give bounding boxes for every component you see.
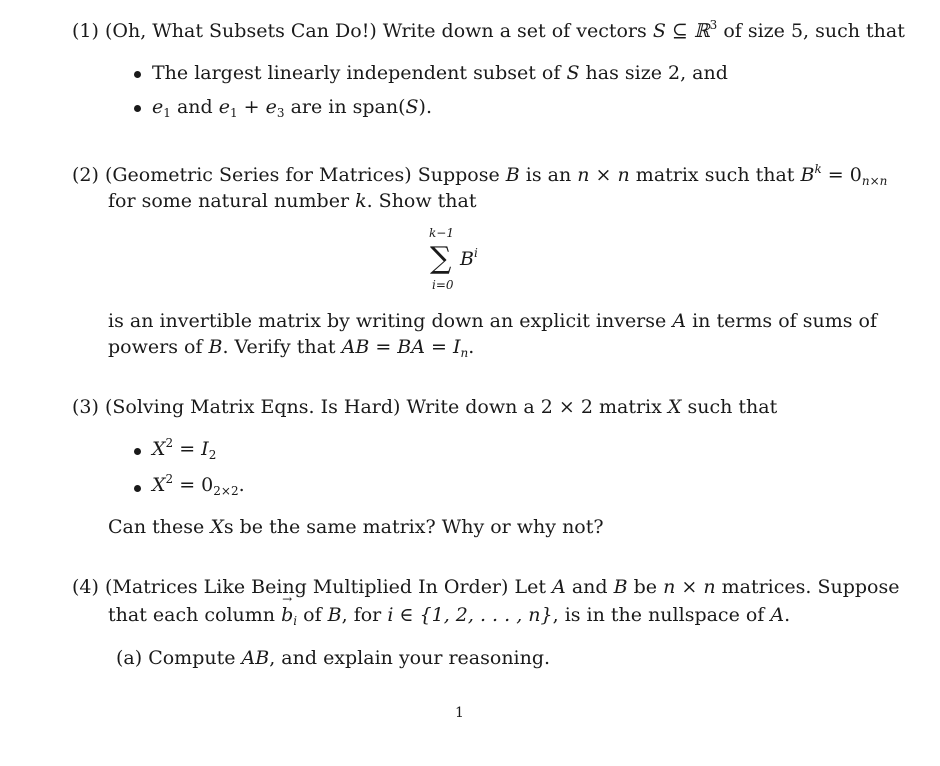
problem-1-bullet-2 bbox=[152, 96, 432, 118]
problem-title: (Matrices Like Being Multiplied In Order) bbox=[104, 576, 509, 598]
text: Can these bbox=[108, 516, 205, 538]
math: k bbox=[355, 190, 367, 212]
text: of size 5, such that bbox=[723, 20, 905, 42]
vector-b-i: → $b_i$ bbox=[281, 604, 297, 626]
problem-number: (2) bbox=[72, 164, 99, 186]
sum-lower-limit: i=0 bbox=[432, 278, 454, 292]
problem-title: (Oh, What Subsets Can Do!) bbox=[104, 20, 377, 42]
problem-1-line-1 bbox=[72, 20, 905, 42]
problem-4-line-1 bbox=[72, 576, 899, 598]
text: . Verify that bbox=[222, 336, 336, 358]
math: AB = BA = $I_n$ bbox=[341, 336, 469, 360]
text: and bbox=[176, 96, 213, 118]
math: B bbox=[613, 576, 628, 598]
text: and bbox=[571, 576, 608, 598]
problem-3-bullet-1 bbox=[152, 438, 216, 460]
math: $e_1$ bbox=[152, 96, 171, 120]
text: is an invertible matrix by writing down an explicit inverse bbox=[108, 310, 667, 332]
text: Let bbox=[514, 576, 546, 598]
math: A bbox=[770, 604, 785, 626]
problem-4-line-2 bbox=[108, 604, 790, 626]
problem-1-bullet-1 bbox=[152, 62, 728, 84]
bullet-icon bbox=[134, 485, 141, 492]
math: $X^2 = I_2$ bbox=[152, 436, 217, 462]
text: The largest linearly independent subset of bbox=[152, 62, 561, 84]
text: . bbox=[784, 604, 791, 626]
text: . Show that bbox=[366, 190, 477, 212]
problem-title: (Solving Matrix Eqns. Is Hard) bbox=[104, 396, 401, 418]
problem-4-part-a bbox=[116, 647, 550, 669]
text: . bbox=[238, 474, 245, 496]
text: , and explain your reasoning. bbox=[269, 647, 551, 669]
math: AB bbox=[241, 647, 270, 669]
math: A bbox=[552, 576, 566, 598]
math: n × n bbox=[663, 576, 716, 598]
text: matrices. Suppose bbox=[721, 576, 900, 598]
text: of bbox=[303, 604, 322, 626]
text: be bbox=[633, 576, 658, 598]
problem-number: (3) bbox=[72, 396, 99, 418]
page-number: 1 bbox=[455, 705, 464, 721]
math: X bbox=[210, 516, 224, 538]
math: A bbox=[672, 310, 687, 332]
text: s be the same matrix? Why or why not? bbox=[223, 516, 604, 538]
bullet-icon bbox=[134, 448, 141, 455]
math: i ∈ {1, 2, . . . , n} bbox=[387, 604, 553, 626]
math: X bbox=[667, 396, 682, 418]
math: S ⊆ ℝ$^3$ bbox=[652, 18, 718, 42]
text: , for bbox=[341, 604, 382, 626]
text: that each column bbox=[108, 604, 276, 626]
text: . bbox=[468, 336, 475, 358]
math: $e_1 + e_3$ bbox=[218, 96, 285, 120]
problem-3-question bbox=[108, 516, 604, 538]
text: matrix such that bbox=[635, 164, 795, 186]
math: S bbox=[405, 96, 419, 118]
text: for some natural number bbox=[108, 190, 350, 212]
sum-upper-limit: k−1 bbox=[429, 226, 454, 240]
text: is an bbox=[525, 164, 572, 186]
text: in terms of sums of bbox=[692, 310, 877, 332]
text: , is in the nullspace of bbox=[552, 604, 765, 626]
math: B bbox=[505, 164, 520, 186]
sigma-icon: ∑ bbox=[430, 241, 452, 276]
math: B bbox=[208, 336, 223, 358]
problem-2-line-3 bbox=[108, 310, 877, 332]
part-label: (a) bbox=[116, 647, 143, 669]
text: are in span( bbox=[290, 96, 406, 118]
math: $X^2 = 0_{2\times 2}$ bbox=[152, 472, 239, 498]
text: powers of bbox=[108, 336, 203, 358]
problem-3-bullet-2 bbox=[152, 474, 245, 496]
text: Compute bbox=[148, 647, 236, 669]
text: Write down a set of vectors bbox=[382, 20, 647, 42]
problem-number: (4) bbox=[72, 576, 99, 598]
math: $B^k = 0_{n\times n}$ bbox=[800, 162, 888, 188]
math: n × n bbox=[577, 164, 630, 186]
bullet-icon bbox=[134, 105, 141, 112]
text: ). bbox=[418, 96, 432, 118]
text: Write down a 2 × 2 matrix bbox=[406, 396, 662, 418]
text: Suppose bbox=[417, 164, 500, 186]
sum-term: $B^i$ bbox=[460, 246, 478, 270]
problem-title: (Geometric Series for Matrices) bbox=[104, 164, 412, 186]
bullet-icon bbox=[134, 71, 141, 78]
problem-2-line-1 bbox=[72, 164, 887, 186]
text: such that bbox=[687, 396, 778, 418]
math: S bbox=[566, 62, 580, 84]
math: B bbox=[327, 604, 342, 626]
text: has size 2, and bbox=[585, 62, 728, 84]
problem-3-line-1 bbox=[72, 396, 777, 418]
problem-2-line-2 bbox=[108, 190, 477, 212]
problem-number: (1) bbox=[72, 20, 99, 42]
problem-2-line-4 bbox=[108, 336, 474, 358]
